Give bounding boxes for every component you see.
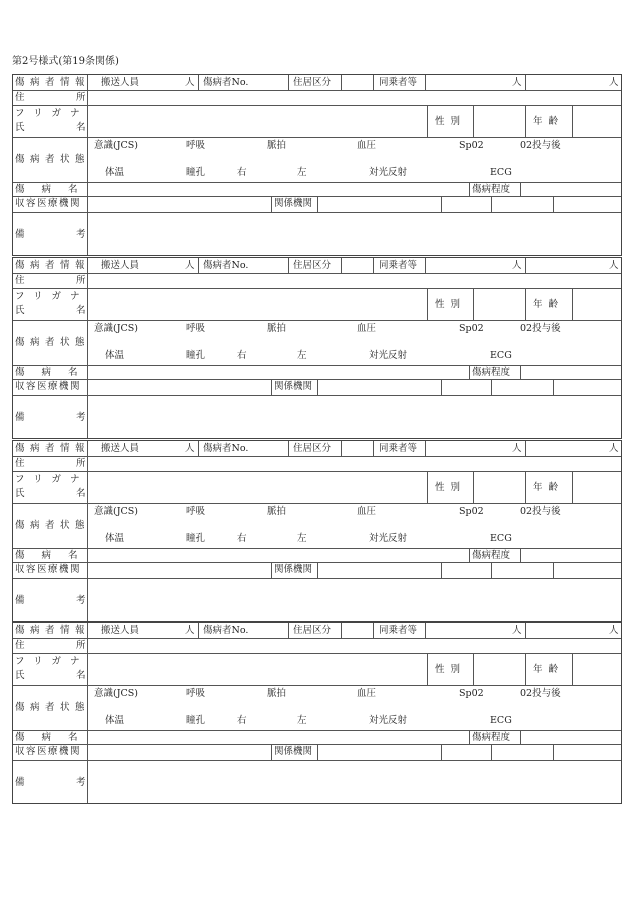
spo2-label: Sp02 [459,323,484,334]
age-label: 年齢 [533,482,565,493]
age-label: 年齢 [533,664,565,675]
patient-info-label: 傷病者情報 [15,77,91,88]
left-label: 左 [297,715,307,726]
person-unit-label: 人 [512,260,522,271]
severity-label: 傷病程度 [472,732,511,743]
patient-no-label: 傷病者No. [203,625,249,636]
furigana-label: フリガナ [15,656,89,667]
respiration-label: 呼吸 [186,688,206,699]
name-label: 名 [76,670,86,681]
person-unit-label: 人 [185,625,195,636]
patient-info-label: 傷病者情報 [15,443,91,454]
gender-label: 性別 [435,116,467,127]
person-unit-label: 人 [185,443,195,454]
light-reflex-label: 対光反射 [369,167,408,178]
condition-label: 傷病者状態 [15,520,91,531]
name-label: 氏 [15,122,25,133]
light-reflex-label: 対光反射 [369,533,408,544]
remarks-label: 備 [15,595,25,606]
consciousness-label: 意識(JCS) [94,506,138,517]
name-label: 名 [76,488,86,499]
ecg-label: ECG [490,350,512,361]
companion-label: 同乗者等 [379,443,418,454]
person-unit-label: 人 [609,443,619,454]
blood-pressure-label: 血圧 [357,323,377,334]
temperature-label: 体温 [105,167,125,178]
patient-record-block [12,257,622,439]
right-label: 右 [237,715,247,726]
transport-staff-label: 搬送人員 [101,77,140,88]
disease-name-label: 傷病名 [15,550,95,561]
pupil-label: 瞳孔 [186,533,206,544]
name-label: 氏 [15,488,25,499]
address-label: 所 [76,92,86,103]
person-unit-label: 人 [512,77,522,88]
remarks-label: 考 [76,229,86,240]
address-label: 住 [15,640,25,651]
ecg-label: ECG [490,533,512,544]
hospital-label: 収容医療機関 [15,198,82,209]
residence-label: 住居区分 [293,77,332,88]
severity-label: 傷病程度 [472,550,511,561]
transport-staff-label: 搬送人員 [101,260,140,271]
respiration-label: 呼吸 [186,140,206,151]
blood-pressure-label: 血圧 [357,688,377,699]
remarks-label: 備 [15,229,25,240]
patient-no-label: 傷病者No. [203,260,249,271]
remarks-label: 備 [15,777,25,788]
transport-staff-label: 搬送人員 [101,443,140,454]
consciousness-label: 意識(JCS) [94,140,138,151]
agency-label: 関係機関 [274,564,313,575]
patient-info-label: 傷病者情報 [15,260,91,271]
person-unit-label: 人 [512,625,522,636]
patient-no-label: 傷病者No. [203,77,249,88]
hospital-label: 収容医療機関 [15,746,82,757]
person-unit-label: 人 [609,77,619,88]
age-label: 年齢 [533,299,565,310]
gender-label: 性別 [435,482,467,493]
disease-name-label: 傷病名 [15,367,95,378]
residence-label: 住居区分 [293,625,332,636]
temperature-label: 体温 [105,533,125,544]
remarks-label: 備 [15,412,25,423]
hospital-label: 収容医療機関 [15,381,82,392]
companion-label: 同乗者等 [379,625,418,636]
ecg-label: ECG [490,167,512,178]
consciousness-label: 意識(JCS) [94,688,138,699]
pupil-label: 瞳孔 [186,350,206,361]
person-unit-label: 人 [185,77,195,88]
person-unit-label: 人 [185,260,195,271]
residence-label: 住居区分 [293,260,332,271]
left-label: 左 [297,350,307,361]
light-reflex-label: 対光反射 [369,350,408,361]
consciousness-label: 意識(JCS) [94,323,138,334]
companion-label: 同乗者等 [379,77,418,88]
left-label: 左 [297,533,307,544]
temperature-label: 体温 [105,350,125,361]
condition-label: 傷病者状態 [15,154,91,165]
o2-label: 02投与後 [520,323,561,334]
agency-label: 関係機関 [274,381,313,392]
name-label: 氏 [15,305,25,316]
right-label: 右 [237,167,247,178]
remarks-label: 考 [76,595,86,606]
respiration-label: 呼吸 [186,323,206,334]
pulse-label: 脈拍 [267,506,287,517]
address-label: 所 [76,275,86,286]
form-title: 第2号様式(第19条関係) [12,56,119,67]
remarks-label: 考 [76,412,86,423]
pulse-label: 脈拍 [267,688,287,699]
address-label: 住 [15,92,25,103]
right-label: 右 [237,533,247,544]
person-unit-label: 人 [609,625,619,636]
pulse-label: 脈拍 [267,323,287,334]
spo2-label: Sp02 [459,140,484,151]
furigana-label: フリガナ [15,108,89,119]
severity-label: 傷病程度 [472,184,511,195]
patient-info-label: 傷病者情報 [15,625,91,636]
spo2-label: Sp02 [459,506,484,517]
hospital-label: 収容医療機関 [15,564,82,575]
patient-record-block [12,440,622,622]
o2-label: 02投与後 [520,506,561,517]
address-label: 住 [15,275,25,286]
respiration-label: 呼吸 [186,506,206,517]
companion-label: 同乗者等 [379,260,418,271]
pupil-label: 瞳孔 [186,715,206,726]
ecg-label: ECG [490,715,512,726]
condition-label: 傷病者状態 [15,702,91,713]
gender-label: 性別 [435,664,467,675]
agency-label: 関係機関 [274,746,313,757]
transport-staff-label: 搬送人員 [101,625,140,636]
blood-pressure-label: 血圧 [357,506,377,517]
name-label: 名 [76,122,86,133]
condition-label: 傷病者状態 [15,337,91,348]
disease-name-label: 傷病名 [15,732,95,743]
person-unit-label: 人 [609,260,619,271]
person-unit-label: 人 [512,443,522,454]
residence-label: 住居区分 [293,443,332,454]
patient-record-block [12,74,622,256]
blood-pressure-label: 血圧 [357,140,377,151]
pulse-label: 脈拍 [267,140,287,151]
agency-label: 関係機関 [274,198,313,209]
disease-name-label: 傷病名 [15,184,95,195]
age-label: 年齢 [533,116,565,127]
address-label: 所 [76,640,86,651]
patient-no-label: 傷病者No. [203,443,249,454]
address-label: 住 [15,458,25,469]
severity-label: 傷病程度 [472,367,511,378]
furigana-label: フリガナ [15,474,89,485]
o2-label: 02投与後 [520,688,561,699]
temperature-label: 体温 [105,715,125,726]
spo2-label: Sp02 [459,688,484,699]
patient-record-block [12,622,622,804]
address-label: 所 [76,458,86,469]
remarks-label: 考 [76,777,86,788]
left-label: 左 [297,167,307,178]
o2-label: 02投与後 [520,140,561,151]
furigana-label: フリガナ [15,291,89,302]
pupil-label: 瞳孔 [186,167,206,178]
name-label: 名 [76,305,86,316]
right-label: 右 [237,350,247,361]
name-label: 氏 [15,670,25,681]
gender-label: 性別 [435,299,467,310]
light-reflex-label: 対光反射 [369,715,408,726]
